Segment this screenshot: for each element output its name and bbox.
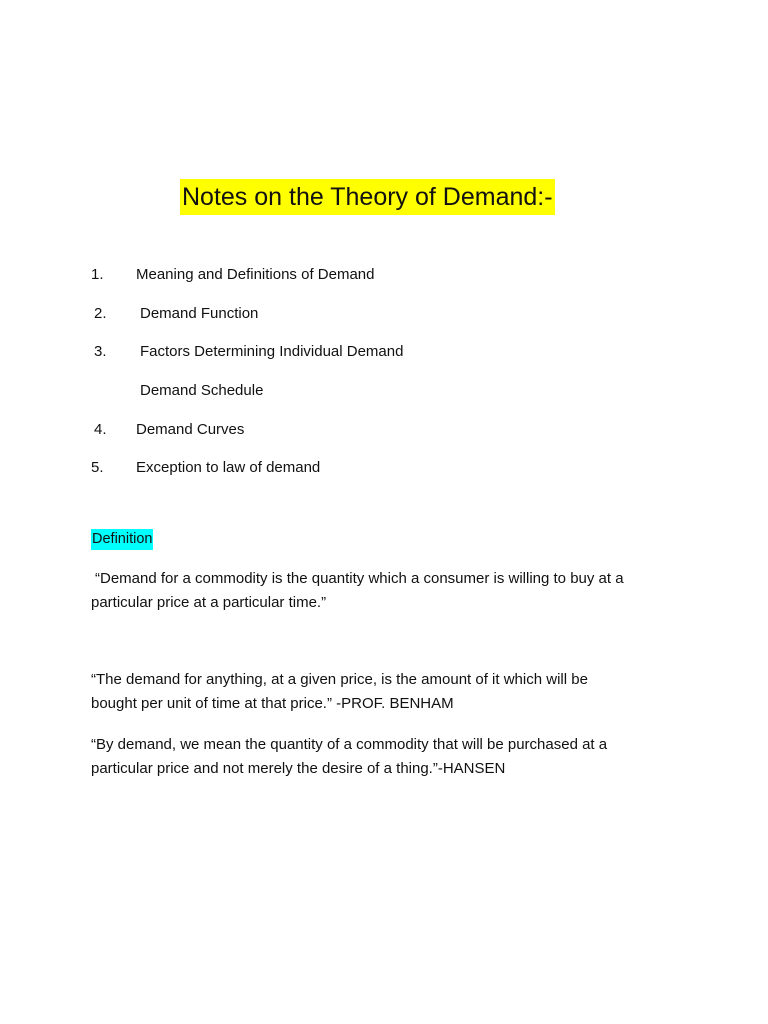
paragraph-line: “The demand for anything, at a given price, is the amount of it which will be [91, 671, 588, 688]
definition-paragraph-2 [91, 668, 691, 716]
toc-number: 3. [94, 343, 107, 360]
toc-number: 4. [94, 421, 107, 438]
definition-heading: Definition [91, 529, 153, 550]
title-block [180, 179, 555, 215]
paragraph-line: bought per unit of time at that price.” -PROF. BENHAM [91, 695, 454, 712]
paragraph-line: particular price at a particular time.” [91, 594, 327, 611]
toc-label: Demand Schedule [140, 382, 264, 399]
definition-paragraph-3 [91, 733, 691, 781]
paragraph-line: “By demand, we mean the quantity of a commodity that will be purchased at a [91, 736, 608, 753]
paragraph-line: particular price and not merely the desire of a thing.”-HANSEN [91, 760, 506, 777]
toc-label: Demand Function [140, 305, 259, 322]
page-title: Notes on the Theory of Demand:- [180, 179, 555, 215]
definition-paragraph-1 [91, 567, 695, 615]
toc-number: 2. [94, 305, 107, 322]
toc-label: Demand Curves [136, 421, 245, 438]
paragraph-line: “Demand for a commodity is the quantity which a consumer is willing to buy at a [95, 570, 624, 587]
toc-label: Exception to law of demand [136, 459, 321, 476]
toc-number: 5. [91, 459, 104, 476]
toc-label: Factors Determining Individual Demand [140, 343, 404, 360]
toc-number: 1. [91, 266, 104, 283]
toc-label: Meaning and Definitions of Demand [136, 266, 375, 283]
